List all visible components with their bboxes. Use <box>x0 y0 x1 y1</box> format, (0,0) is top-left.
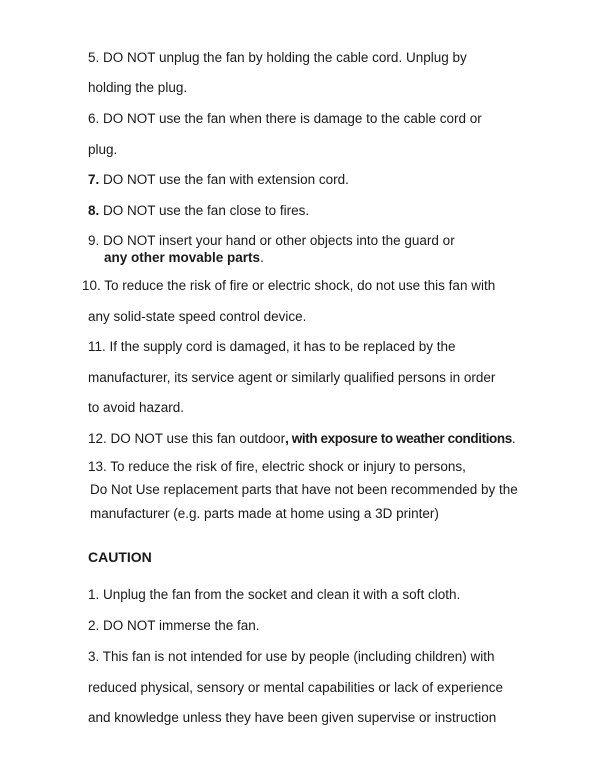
item-12-bold-text: , with exposure to weather conditions <box>285 431 512 446</box>
item-13-line-2: Do Not Use replacement parts that have not been recommended by the <box>90 482 518 497</box>
item-6-line-1: 6. DO NOT use the fan when there is damage to the cable cord or <box>88 111 482 126</box>
item-9-line-2-end: . <box>260 250 264 265</box>
item-12-end: . <box>511 431 516 446</box>
item-10-line-2: any solid-state speed control device. <box>88 309 307 324</box>
caution-item-1: 1. Unplug the fan from the socket and clean it with a soft cloth. <box>88 587 461 602</box>
item-12 <box>88 431 516 447</box>
caution-item-3-line-3: and knowledge unless they have been given supervise or instruction <box>88 710 497 725</box>
item-10-line-1: 10. To reduce the risk of fire or electric shock, do not use this fan with <box>82 278 496 293</box>
item-7-number: 7. <box>88 172 100 187</box>
item-12-text: 12. DO NOT use this fan outdoor <box>88 431 286 446</box>
item-13-line-1: 13. To reduce the risk of fire, electric shock or injury to persons, <box>88 459 466 474</box>
item-11-line-2: manufacturer, its service agent or similarly qualified persons in order <box>88 370 496 385</box>
item-7 <box>88 172 349 188</box>
item-5-line-2: holding the plug. <box>88 80 188 95</box>
item-11-line-1: 11. If the supply cord is damaged, it has to be replaced by the <box>88 339 456 354</box>
caution-item-3-line-1: 3. This fan is not intended for use by people (including children) with <box>88 649 495 664</box>
item-11-line-3: to avoid hazard. <box>88 400 185 415</box>
item-8-number: 8. <box>88 203 100 218</box>
item-9-line-2 <box>104 250 264 266</box>
item-13-line-3: manufacturer (e.g. parts made at home using a 3D printer) <box>90 506 439 521</box>
caution-item-2: 2. DO NOT immerse the fan. <box>88 618 260 633</box>
item-7-text: DO NOT use the fan with extension cord. <box>99 172 349 187</box>
caution-heading: CAUTION <box>88 549 152 565</box>
item-9-bold-text: any other movable parts <box>104 250 261 265</box>
item-8 <box>88 203 309 219</box>
caution-item-3-line-2: reduced physical, sensory or mental capabilities or lack of experience <box>88 680 503 695</box>
item-9-line-1: 9. DO NOT insert your hand or other objects into the guard or <box>88 233 455 248</box>
item-6-line-2: plug. <box>88 142 118 157</box>
item-5-line-1: 5. DO NOT unplug the fan by holding the cable cord. Unplug by <box>88 50 467 65</box>
item-8-text: DO NOT use the fan close to fires. <box>99 203 310 218</box>
